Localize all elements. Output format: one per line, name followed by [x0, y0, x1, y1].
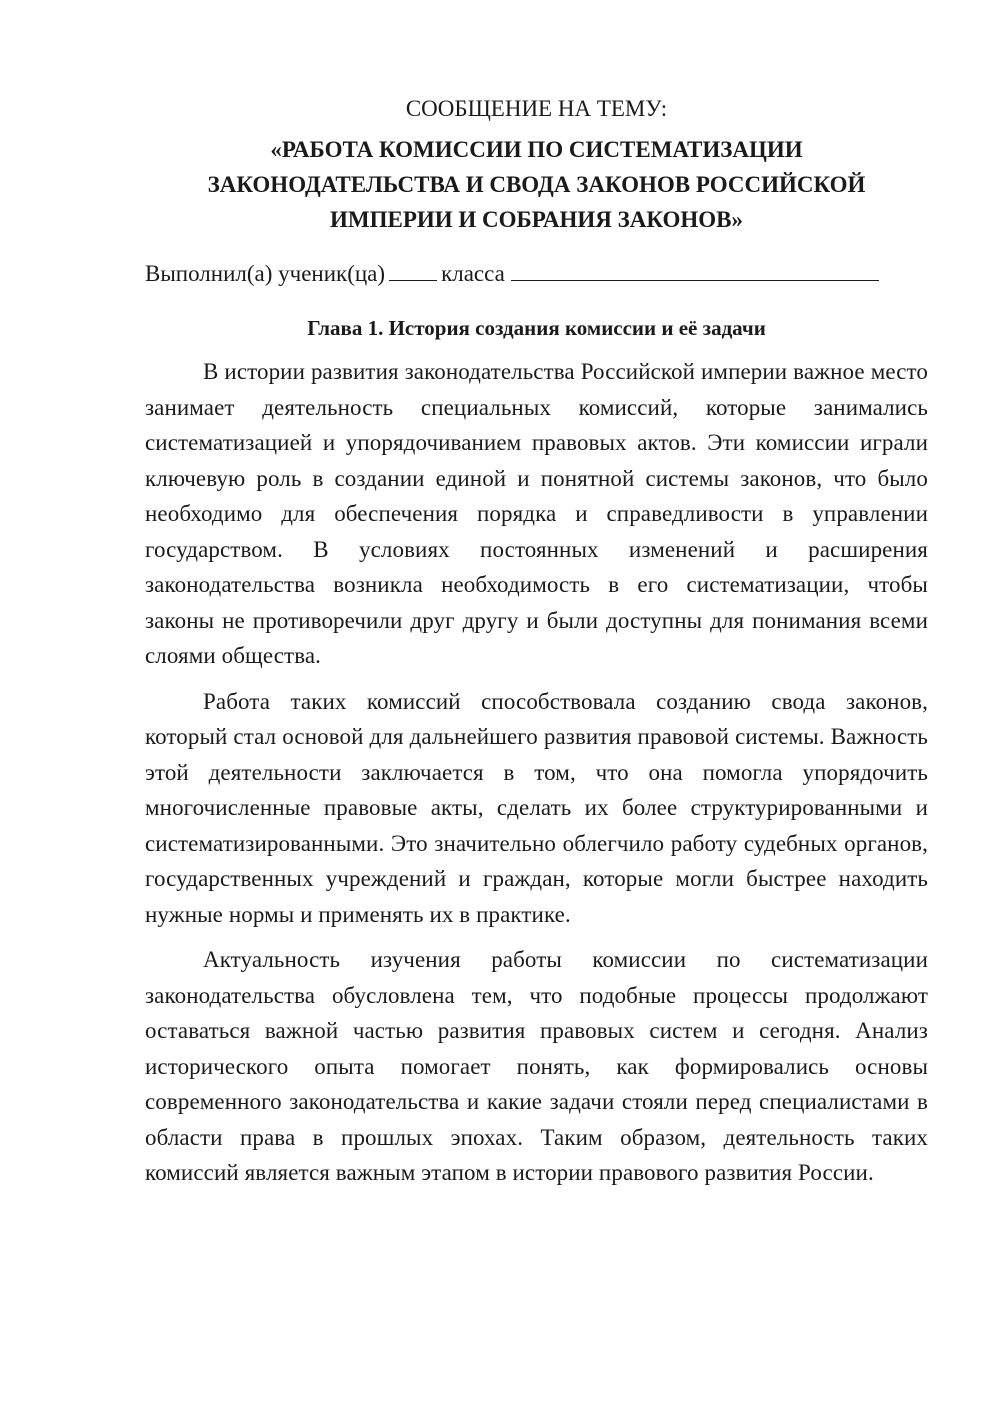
class-label: класса	[441, 261, 505, 286]
author-line	[145, 257, 928, 291]
paragraph-3: Актуальность изучения работы комиссии по систематизации законодательства обусловлена тем, что подобные процессы продолжают оставаться важной частью развития правовых систем и сегодня. Анализ исторического опыта помогает понять, как формировались основы современного законодательства и какие задачи стояли перед специалистами в области права в прошлых эпохах. Таким образом, деятельность таких комиссий является важным этапом в истории правового развития России.	[145, 947, 928, 1185]
document-title: «РАБОТА КОМИССИИ ПО СИСТЕМАТИЗАЦИИ ЗАКОНОДАТЕЛЬСТВА И СВОДА ЗАКОНОВ РОССИЙСКОЙ ИМПЕРИИ И СОБРАНИЯ ЗАКОНОВ»	[207, 137, 866, 232]
paragraph-2: Работа таких комиссий способствовала созданию свода законов, который стал основой для дальнейшего развития правовой системы. Важность этой деятельности заключается в том, что она помогла упорядочить многочисленные правовые акты, сделать их более структурированными и систематизированными. Это значительно облегчило работу судебных органов, государственных учреждений и граждан, которые могли быстрее находить нужные нормы и применять их в практике.	[145, 688, 928, 927]
class-blank-line	[389, 258, 437, 281]
paragraph-1: В истории развития законодательства Российской империи важное место занимает деятельность специальных комиссий, которые занимались систематизацией и упорядочиванием правовых актов. Эти комиссии играли ключевую роль в создании единой и понятной системы законов, что было необходимо для обеспечения порядка и справедливости в управлении государством. В условиях постоянных изменений и расширения законодательства возникла необходимость в его систематизации, чтобы законы не противоречили друг другу и были доступны для понимания всеми слоями общества.	[145, 359, 928, 668]
subject-label: СООБЩЕНИЕ НА ТЕМУ:	[405, 96, 668, 121]
name-blank-line	[511, 258, 879, 281]
author-prefix: Выполнил(а) ученик(ца)	[145, 261, 386, 286]
document-page	[145, 92, 928, 1201]
chapter-title: Глава 1. История создания комиссии и её задачи	[307, 316, 766, 340]
